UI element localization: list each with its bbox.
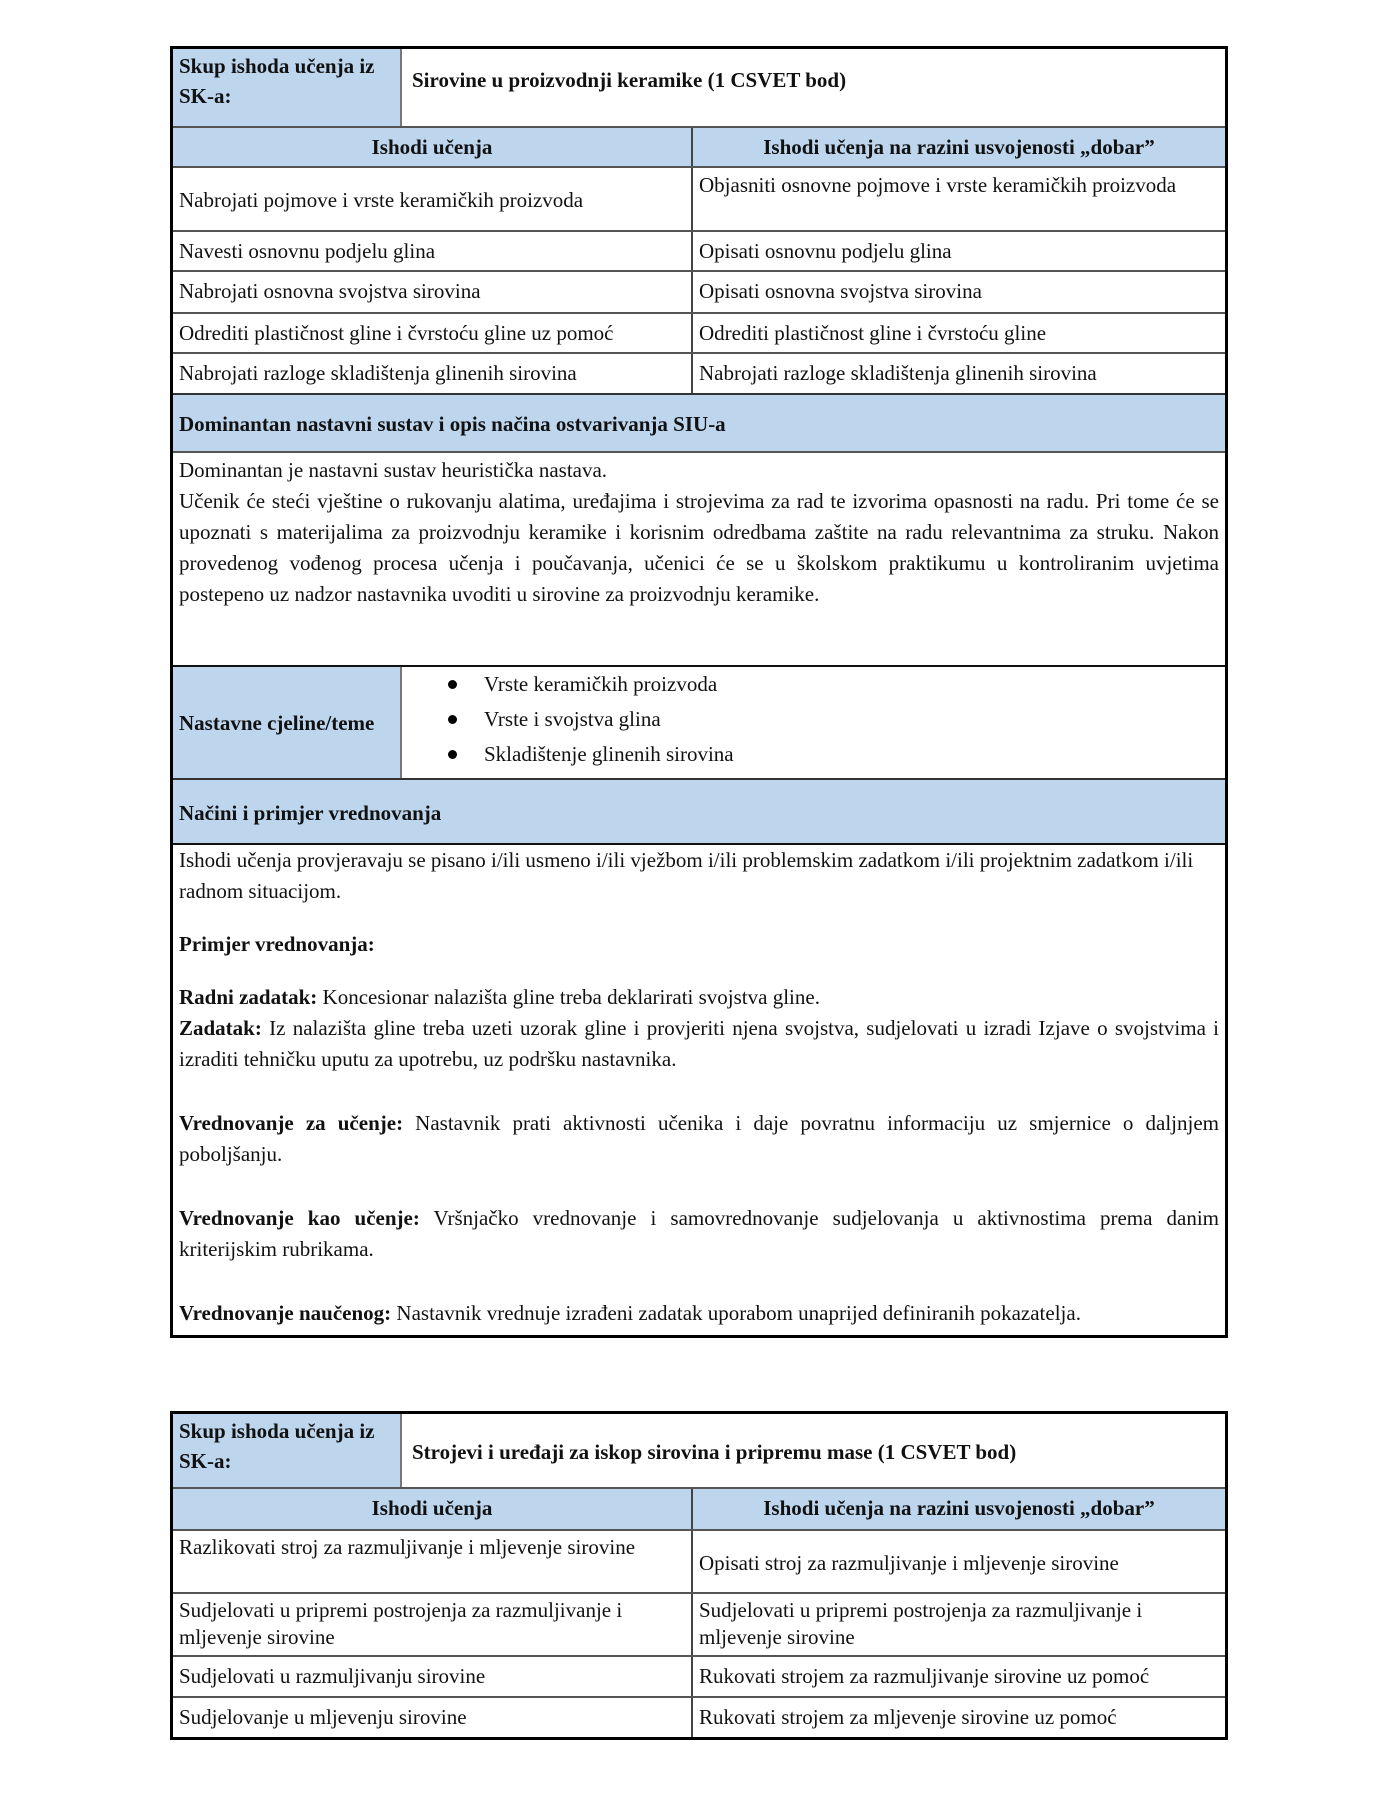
evaluation-body — [173, 843, 1225, 1335]
outcome-good-cell: Rukovati strojem za razmuljivanje sirovine uz pomoć — [699, 1664, 1150, 1688]
assessment-as-learning: Vrednovanje kao učenje: Vršnjačko vrednovanje i samovrednovanje sudjelovanja u aktivnostima prema danim kriterijskim rubrikama. — [179, 1206, 1219, 1261]
outcome-cell: Sudjelovati u razmuljivanju sirovine — [173, 1657, 693, 1696]
outcome-good-cell: Nabrojati razloge skladištenja glinenih sirovina — [699, 361, 1097, 385]
topic-item: Vrste i svojstva glina — [448, 702, 1219, 737]
outcome-cell: Navesti osnovnu podjelu glina — [173, 232, 693, 270]
outcome-good-cell: Opisati osnovnu podjelu glina — [699, 239, 952, 263]
col-header-outcomes: Ishodi učenja — [173, 128, 693, 166]
outcome-cell: Nabrojati razloge skladištenja glinenih sirovina — [173, 354, 693, 393]
table-row — [173, 1655, 1225, 1696]
table-row — [173, 230, 1225, 270]
topic-item: Vrste keramičkih proizvoda — [448, 667, 1219, 702]
column-header-row — [173, 126, 1225, 166]
evaluation-intro: Ishodi učenja provjeravaju se pisano i/ili usmeno i/ili vježbom i/ili problemskim zadatkom i/ili projektnim zadatkom i/ili radnom situacijom. — [179, 848, 1194, 903]
outcome-cell: Sudjelovanje u mljevenju sirovine — [173, 1698, 693, 1737]
dominant-paragraph: Učenik će steći vještine o rukovanju alatima, uređajima i strojevima za rad te izvorima opasnosti na radu. Pri tome će se upoznati s materijalima za proizvodnju keramike i korisnim odredbama zaštite na radu relevantnima za struku. Nakon provedenog vođenog procesa učenja i poučavanja, učenici će se u školskom praktikumu u kontroliranim uvjetima postepeno uz nadzor nastavnika uvoditi u sirovine za proizvodnju keramike. — [179, 489, 1219, 606]
topic-item: Skladištenje glinenih sirovina — [448, 737, 1219, 772]
table-header-row — [173, 49, 1225, 126]
assessment-for-learning: Vrednovanje za učenje: Nastavnik prati aktivnosti učenika i daje povratnu informaciju uz smjernice o daljnjem poboljšanju. — [179, 1111, 1219, 1166]
table-row — [173, 270, 1225, 312]
set-title: Strojevi i uređaji za iskop sirovina i pripremu mase (1 CSVET bod) — [412, 1439, 1017, 1464]
col-header-outcomes: Ishodi učenja — [173, 1489, 693, 1529]
learning-outcomes-table-2 — [170, 1411, 1228, 1740]
task: Zadatak: Iz nalazišta gline treba uzeti uzorak gline i provjeriti njena svojstva, sudjelovati u izradi Izjave o svojstvima i izraditi tehničku uputu za upotrebu, uz podršku nastavnika. — [179, 1016, 1219, 1071]
outcome-cell: Sudjelovati u pripremi postrojenja za razmuljivanje i mljevenje sirovine — [173, 1594, 693, 1655]
outcome-good-cell: Sudjelovati u pripremi postrojenja za razmuljivanje i mljevenje sirovine — [699, 1598, 1143, 1649]
table-header-row — [173, 1414, 1225, 1487]
col-header-outcomes-good: Ishodi učenja na razini usvojenosti „dobar” — [693, 1489, 1225, 1529]
set-label: Skup ishoda učenja iz SK-a: — [173, 49, 402, 126]
table-row — [173, 166, 1225, 230]
table-row — [173, 352, 1225, 393]
outcome-good-cell: Odrediti plastičnost gline i čvrstoću gline — [699, 321, 1047, 345]
outcome-cell: Nabrojati osnovna svojstva sirovina — [173, 272, 693, 312]
outcome-cell: Odrediti plastičnost gline i čvrstoću gline uz pomoć — [173, 314, 693, 352]
assessment-of-learning: Vrednovanje naučenog: Nastavnik vrednuje izrađeni zadatak uporabom unaprijed definiranih pokazatelja. — [179, 1301, 1081, 1325]
dominant-system-body — [173, 451, 1225, 665]
table-row — [173, 312, 1225, 352]
topics-label: Nastavne cjeline/teme — [173, 667, 402, 778]
section-heading-row — [173, 778, 1225, 843]
outcome-good-cell: Objasniti osnovne pojmove i vrste keramičkih proizvoda — [699, 173, 1177, 197]
outcome-good-cell: Opisati osnovna svojstva sirovina — [699, 279, 982, 303]
outcome-cell: Razlikovati stroj za razmuljivanje i mljevenje sirovine — [173, 1531, 693, 1592]
learning-outcomes-table-1 — [170, 46, 1228, 1338]
work-task: Radni zadatak: Koncesionar nalazišta gline treba deklarirati svojstva gline. — [179, 985, 820, 1009]
outcome-good-cell: Rukovati strojem za mljevenje sirovine uz pomoć — [699, 1705, 1117, 1729]
bullet-icon — [448, 715, 457, 724]
dominant-system-heading: Dominantan nastavni sustav i opis načina ostvarivanja SIU-a — [173, 395, 1225, 451]
outcome-good-cell: Opisati stroj za razmuljivanje i mljevenje sirovine — [699, 1550, 1119, 1575]
table-row — [173, 1696, 1225, 1737]
topics-list — [408, 667, 1219, 772]
set-title: Sirovine u proizvodnji keramike (1 CSVET bod) — [412, 67, 847, 92]
evaluation-heading: Načini i primjer vrednovanja — [173, 780, 1225, 843]
set-label: Skup ishoda učenja iz SK-a: — [173, 1414, 402, 1487]
bullet-icon — [448, 680, 457, 689]
section-heading-row — [173, 393, 1225, 451]
column-header-row — [173, 1487, 1225, 1529]
col-header-outcomes-good: Ishodi učenja na razini usvojenosti „dobar” — [693, 128, 1225, 166]
dominant-line: Dominantan je nastavni sustav heuristička nastava. — [179, 458, 608, 482]
example-heading: Primjer vrednovanja: — [179, 932, 375, 956]
outcome-cell: Nabrojati pojmove i vrste keramičkih proizvoda — [173, 168, 693, 230]
table-row — [173, 1592, 1225, 1655]
bullet-icon — [448, 750, 457, 759]
topics-row — [173, 665, 1225, 778]
table-row — [173, 1529, 1225, 1592]
